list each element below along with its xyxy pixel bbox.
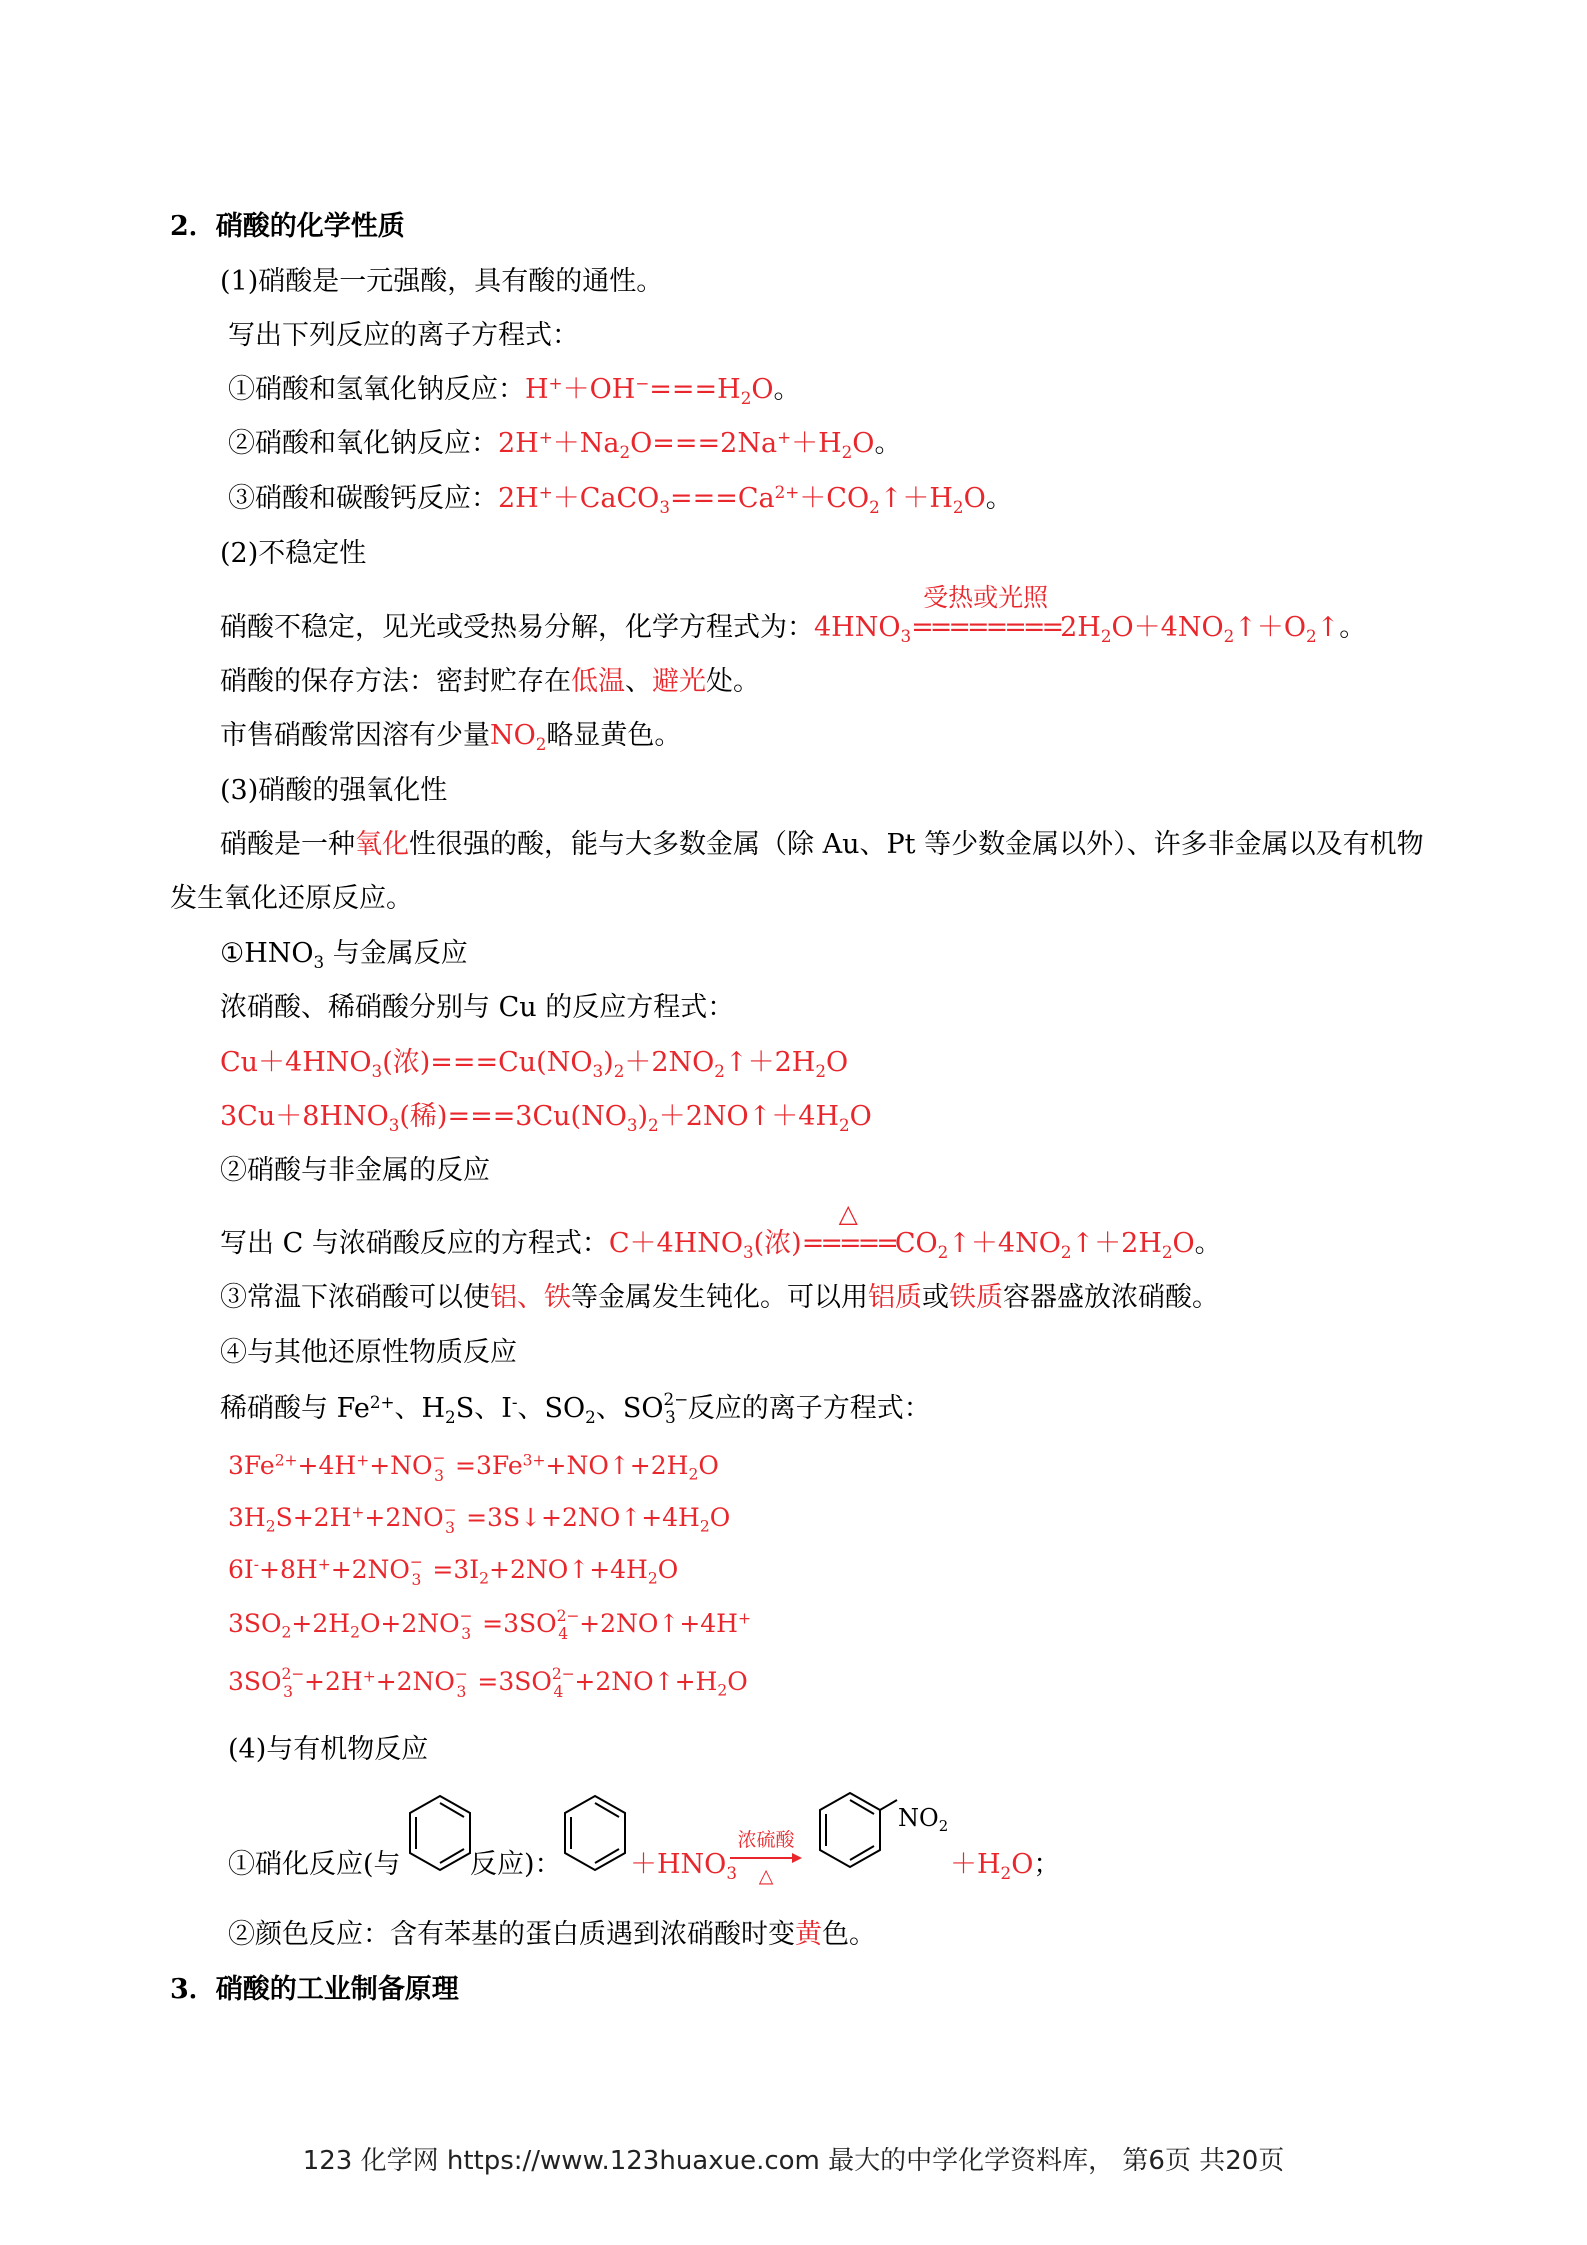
oxid-suffix: 性很强的酸，能与大多数金属（除 Au、Pt 等少数金属以外）、许多非金属以及有机物	[409, 829, 1424, 860]
reaction-na2o: ②硝酸和氧化钠反应：$2H^++Na_2O===2Na^++H_2O$。	[228, 426, 902, 462]
color-suffix: 色。	[822, 1919, 876, 1950]
passivation-line	[220, 1280, 1219, 1316]
page-footer: 123 化学网 https://www.123huaxue.com 最大的中学化学资料库， 第6页 共20页	[302, 2146, 1285, 2176]
passiv-fe2: 铁质	[949, 1282, 1003, 1313]
decomposition-equation: $4HNO_3$ 受热或光照 $========2H_2O+4NO_2↑+O_2↑$	[814, 612, 1339, 643]
color-word: 黄	[795, 1919, 822, 1950]
reaction-caco3: ③硝酸和碳酸钙反应：$2H^++CaCO_3===Ca^{2+}+CO_2↑+H_2O$。	[228, 481, 1013, 517]
h2s-equation: $3H_2S+2H^++2NO$ − 3 $=3S↓+2NO↑+4H_2O$	[228, 1501, 731, 1537]
nitration-catalyst: 浓硫酸	[737, 1829, 795, 1851]
yellow-prefix: 市售硝酸常因溶有少量	[220, 720, 490, 751]
storage-suffix: 处。	[706, 666, 760, 697]
carbon-condition: △	[838, 1199, 858, 1228]
organic-title: (4)与有机物反应	[228, 1734, 429, 1765]
decomposition-line: 硝酸不稳定，见光或受热易分解，化学方程式为：$4HNO_3$ 受热或光照 $========2H_2O+4NO_2↑+O_2↑$。	[220, 610, 1366, 646]
passiv-al2: 铝质	[868, 1282, 922, 1313]
storage-sep: 、	[625, 666, 652, 697]
copper-dilute-equation: $3Cu+8HNO_3$(稀)$===3Cu(NO_3)_2+2NO↑+4H_2O$	[220, 1101, 872, 1135]
reductant-title: ④与其他还原性物质反应	[220, 1337, 517, 1368]
reaction-naoh-equation: $H^++OH^-===H_2O$	[525, 372, 774, 408]
reaction-naoh-label: ①硝酸和氢氧化钠反应：	[228, 374, 525, 405]
iodide-equation: 6I-+8H++2NO − 3 $=3I_2+2NO↑+4H_2O$	[228, 1553, 679, 1589]
passiv-or: 或	[922, 1282, 949, 1313]
nitration-label-2: 反应)：	[470, 1849, 562, 1880]
oxidizing-title: (3)硝酸的强氧化性	[220, 775, 448, 806]
passiv-mid: 等金属发生钝化。可以用	[571, 1282, 868, 1313]
benzene-ring-icon	[405, 1790, 475, 1880]
storage-dark: 避光	[652, 666, 706, 697]
carbon-equation: $C+4HNO_3$(浓) △ $=====CO_2↑+4NO_2↑+2H_2O$	[609, 1228, 1195, 1259]
oxid-word: 氧化	[355, 829, 409, 860]
storage-prefix: 硝酸的保存方法：密封贮存在	[220, 666, 571, 697]
copper-intro: 浓硝酸、稀硝酸分别与 Cu 的反应方程式：	[220, 992, 735, 1023]
passiv-suffix: 容器盛放浓硝酸。	[1003, 1282, 1219, 1313]
carbon-label: 写出 C 与浓硝酸反应的方程式：	[220, 1228, 609, 1259]
oxidizing-line-1	[220, 827, 1424, 863]
nitration-water: $+H_2O$；	[950, 1849, 1061, 1883]
ionic-equation-intro: 写出下列反应的离子方程式：	[228, 320, 579, 351]
passiv-al: 铝	[490, 1282, 517, 1313]
storage-line	[220, 664, 760, 700]
benzene-reactant-icon	[560, 1790, 630, 1880]
section-3-heading: 3．硝酸的工业制备原理	[170, 1974, 459, 2005]
fe2-equation: $3Fe^{2+}+4H^++NO$ − 3 $=3Fe^{3+}+NO↑+2H_2O$	[228, 1449, 719, 1485]
yellow-color-line	[220, 718, 681, 754]
instability-title: (2)不稳定性	[220, 538, 367, 569]
nitration-label: ①硝化反应(与	[228, 1849, 401, 1880]
decomposition-condition: 受热或光照	[923, 583, 1049, 612]
carbon-line: 写出 C 与浓硝酸反应的方程式：$C+4HNO_3$(浓) △ $=====CO_2↑+4NO_2↑+2H_2O$。	[220, 1226, 1222, 1262]
passiv-sep: 、	[517, 1282, 544, 1313]
color-reaction-line	[228, 1917, 876, 1953]
storage-low-temp: 低温	[571, 666, 625, 697]
metal-reaction-title: $①HNO_3$ 与金属反应	[220, 938, 468, 972]
reaction-caco3-label: ③硝酸和碳酸钙反应：	[228, 483, 498, 514]
section-2-heading: 2．硝酸的化学性质	[170, 211, 405, 242]
acid-property-title: (1)硝酸是一元强酸，具有酸的通性。	[220, 266, 664, 297]
reductant-intro: 稀硝酸与 $Fe^{2+}$、$H_2S$、I-、$SO_2$、SO 2− 3 反应的离子方程式：	[220, 1388, 931, 1428]
reaction-arrow-icon	[728, 1852, 804, 1864]
yellow-suffix: 略显黄色。	[546, 720, 682, 751]
yellow-compound: $NO_2$	[490, 720, 547, 754]
nitration-heat: △	[758, 1865, 774, 1887]
oxid-prefix: 硝酸是一种	[220, 829, 355, 860]
nonmetal-title: ②硝酸与非金属的反应	[220, 1155, 490, 1186]
copper-concentrated-equation: $Cu+4HNO_3$(浓)$===Cu(NO_3)_2+2NO_2↑+2H_2O$	[220, 1047, 849, 1081]
sulfite-equation: 3SO 2− 3 +2H++2NO − 3 =3SO 2− 4 $+2NO↑+H_2O$	[228, 1665, 748, 1701]
reaction-naoh: ①硝酸和氢氧化钠反应：$H^++OH^-===H_2O$。	[228, 372, 801, 408]
so2-equation: $3SO_2+2H_2O+2NO$ − 3 =3SO 2− 4 +2NO↑+4H+	[228, 1607, 751, 1643]
nitro-group-label: $NO_2$	[898, 1804, 949, 1836]
decomposition-label: 硝酸不稳定，见光或受热易分解，化学方程式为：	[220, 612, 814, 643]
color-prefix: ②颜色反应：含有苯基的蛋白质遇到浓硝酸时变	[228, 1919, 795, 1950]
oxidizing-line-2: 发生氧化还原反应。	[170, 883, 413, 914]
nitration-arrow	[728, 1830, 804, 1890]
reaction-na2o-equation: $2H^++Na_2O===2Na^++H_2O$	[498, 426, 875, 462]
reaction-na2o-label: ②硝酸和氧化钠反应：	[228, 428, 498, 459]
reaction-caco3-equation: $2H^++CaCO_3===Ca^{2+}+CO_2↑+H_2O$	[498, 481, 986, 517]
passiv-fe: 铁	[544, 1282, 571, 1313]
passiv-prefix: ③常温下浓硝酸可以使	[220, 1282, 490, 1313]
nitration-reagent: $+HNO_3$	[630, 1849, 737, 1883]
